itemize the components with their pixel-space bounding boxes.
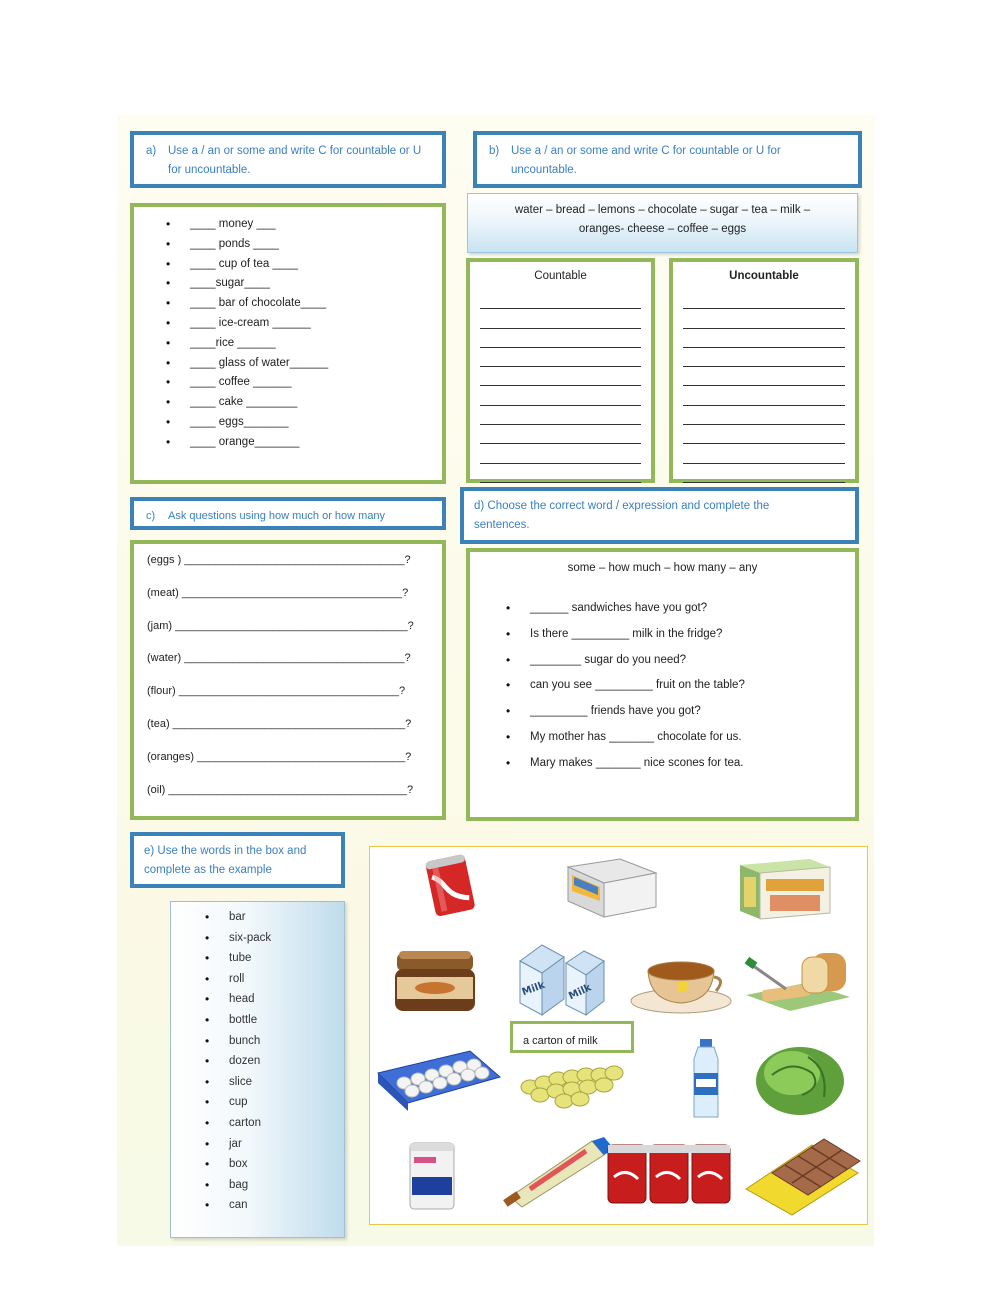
bag-picture bbox=[560, 851, 664, 921]
answer-line bbox=[683, 406, 845, 425]
answer-line bbox=[683, 425, 845, 444]
food-picture-area bbox=[369, 846, 868, 1225]
six-pack-picture bbox=[602, 1137, 734, 1209]
uncountable-column bbox=[669, 258, 859, 483]
section-a-item: • ____ ice-cream ______ bbox=[166, 314, 442, 334]
section-a-item: • ____ orange_______ bbox=[166, 433, 442, 453]
section-e-text: e) Use the words in the box and complete as the example bbox=[144, 845, 307, 876]
section-a-item: • ____ coffee ______ bbox=[166, 373, 442, 393]
detergent-box-picture bbox=[402, 1137, 462, 1215]
section-c-question: (flour) ____________________________________? bbox=[147, 685, 406, 698]
word-box-line-2: oranges- cheese – coffee – eggs bbox=[578, 223, 747, 235]
jar-picture bbox=[385, 943, 485, 1015]
section-a-item: • ____ eggs_______ bbox=[166, 413, 442, 433]
word-box-item: • dozen bbox=[205, 1051, 344, 1072]
answer-line bbox=[683, 290, 845, 309]
word-box-item: • cup bbox=[205, 1092, 344, 1113]
word-box-item: • tube bbox=[205, 948, 344, 969]
section-a-list-box bbox=[130, 203, 446, 484]
section-d-sentence: • _________ friends have you got? bbox=[506, 699, 855, 725]
svg-text:Milk: Milk bbox=[567, 982, 594, 1003]
word-box-item: • carton bbox=[205, 1113, 344, 1134]
word-box-item: • bar bbox=[205, 907, 344, 928]
section-a-text: Use a / an or some and write C for countable or U for uncountable. bbox=[168, 145, 422, 176]
section-c-question: (tea) ______________________________________? bbox=[147, 717, 412, 730]
section-a-instruction bbox=[130, 131, 446, 188]
egg-carton-picture bbox=[374, 1043, 504, 1113]
answer-line bbox=[480, 348, 641, 367]
section-c-question: (jam) ______________________________________? bbox=[147, 619, 414, 632]
word-box-item: • can bbox=[205, 1195, 344, 1216]
answer-line bbox=[683, 444, 845, 463]
section-a-item: • ____ cup of tea ____ bbox=[166, 255, 442, 275]
answer-line bbox=[480, 290, 641, 309]
answer-line bbox=[480, 406, 641, 425]
cereal-box-picture bbox=[730, 855, 840, 921]
section-c-question: (oranges) __________________________________? bbox=[147, 750, 412, 763]
answer-line bbox=[683, 367, 845, 386]
answer-line bbox=[683, 309, 845, 328]
section-e-instruction bbox=[130, 832, 345, 888]
section-d-sentence: • Is there _________ milk in the fridge? bbox=[506, 622, 855, 648]
section-a-item: • ____rice ______ bbox=[166, 334, 442, 354]
section-d-sentence: • ______ sandwiches have you got? bbox=[506, 596, 855, 622]
milk-carton-picture bbox=[512, 939, 612, 1017]
soda-can-picture bbox=[412, 851, 492, 917]
countable-heading: Countable bbox=[534, 270, 587, 282]
uncountable-heading: Uncountable bbox=[729, 270, 799, 282]
word-box-item: • bag bbox=[205, 1175, 344, 1196]
section-c-question: (oil) _______________________________________? bbox=[147, 783, 414, 796]
section-a-item: • ____sugar____ bbox=[166, 274, 442, 294]
uncountable-answer-lines bbox=[673, 290, 855, 483]
section-a-items bbox=[166, 215, 442, 453]
section-d-sentence-list bbox=[470, 596, 855, 777]
section-b-word-box bbox=[467, 193, 858, 253]
answer-line bbox=[683, 386, 845, 405]
section-e-word-box bbox=[170, 901, 345, 1238]
countable-column bbox=[466, 258, 655, 483]
answer-line bbox=[683, 464, 845, 483]
section-c-questions-box bbox=[130, 540, 446, 820]
section-d-text: d) Choose the correct word / expression and complete the sentences. bbox=[474, 500, 770, 531]
word-box-line-1: water – bread – lemons – chocolate – sugar – tea – milk – bbox=[514, 204, 811, 216]
section-d-sentence: • ________ sugar do you need? bbox=[506, 648, 855, 674]
answer-line bbox=[480, 367, 641, 386]
answer-line bbox=[480, 386, 641, 405]
section-c-question: (water) ____________________________________? bbox=[147, 652, 411, 665]
section-c-text: Ask questions using how much or how many bbox=[168, 510, 386, 522]
example-label bbox=[510, 1021, 634, 1053]
answer-line bbox=[480, 444, 641, 463]
section-d-sentences-box bbox=[466, 548, 859, 821]
word-box-item: • bottle bbox=[205, 1010, 344, 1031]
section-a-item: • ____ bar of chocolate____ bbox=[166, 294, 442, 314]
chocolate-bar-picture bbox=[742, 1133, 862, 1217]
word-box-item: • box bbox=[205, 1154, 344, 1175]
section-c-question: (eggs ) ____________________________________? bbox=[147, 554, 411, 566]
section-a-item: • ____ glass of water______ bbox=[166, 354, 442, 374]
word-box-item: • jar bbox=[205, 1134, 344, 1155]
section-d-word-box: some – how much – how many – any bbox=[567, 562, 758, 574]
section-c-instruction bbox=[130, 497, 446, 530]
section-b-letter: b) bbox=[489, 145, 500, 157]
grapes-picture bbox=[510, 1053, 640, 1113]
section-a-item: • ____ cake ________ bbox=[166, 393, 442, 413]
answer-line bbox=[683, 329, 845, 348]
section-b-instruction bbox=[473, 131, 862, 188]
svg-text:Milk: Milk bbox=[520, 979, 547, 999]
cup-of-tea-picture bbox=[626, 951, 736, 1017]
answer-line bbox=[683, 348, 845, 367]
water-bottle-picture bbox=[684, 1037, 728, 1121]
word-box-item: • slice bbox=[205, 1072, 344, 1093]
word-box-item: • head bbox=[205, 989, 344, 1010]
word-box-item: • roll bbox=[205, 969, 344, 990]
section-a-item: • ____ money ___ bbox=[166, 215, 442, 235]
countable-answer-lines bbox=[470, 290, 651, 483]
answer-line bbox=[480, 309, 641, 328]
word-box-item: • bunch bbox=[205, 1031, 344, 1052]
section-d-instruction bbox=[460, 487, 859, 544]
example-text: a carton of milk bbox=[523, 1035, 598, 1047]
section-d-sentence: • My mother has _______ chocolate for us. bbox=[506, 725, 855, 751]
section-e-word-list bbox=[205, 907, 344, 1216]
section-a-item: • ____ ponds ____ bbox=[166, 235, 442, 255]
section-c-letter: c) bbox=[146, 510, 156, 522]
sliced-bread-picture bbox=[742, 943, 854, 1017]
answer-line bbox=[480, 464, 641, 483]
word-box-item: • six-pack bbox=[205, 928, 344, 949]
section-c-questions bbox=[147, 554, 442, 816]
lettuce-picture bbox=[752, 1039, 848, 1119]
section-c-question: (meat) ____________________________________? bbox=[147, 586, 409, 599]
section-d-sentence: • can you see _________ fruit on the table? bbox=[506, 673, 855, 699]
answer-line bbox=[480, 329, 641, 348]
section-b-text: Use a / an or some and write C for countable or U for uncountable. bbox=[511, 145, 781, 176]
section-a-letter: a) bbox=[146, 145, 157, 157]
section-d-sentence: • Mary makes _______ nice scones for tea. bbox=[506, 751, 855, 777]
answer-line bbox=[480, 425, 641, 444]
